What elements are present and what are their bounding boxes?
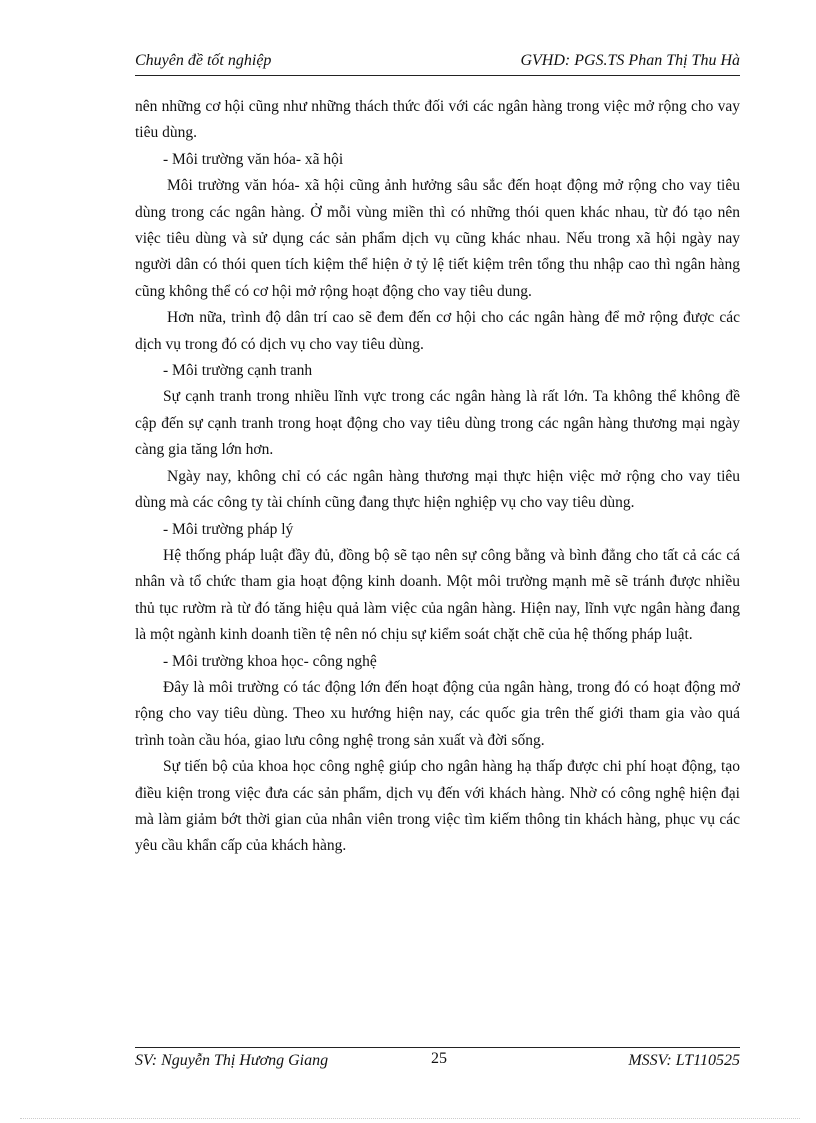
page-edge-dotted-line: [20, 1118, 800, 1119]
paragraph: Hơn nữa, trình độ dân trí cao sẽ đem đến cơ hội cho các ngân hàng để mở rộng được các dịch vụ trong đó có dịch vụ cho vay tiêu dùng.: [135, 309, 740, 353]
header-advisor: GVHD: PGS.TS Phan Thị Thu Hà: [520, 52, 740, 69]
footer-rule: [135, 1047, 740, 1048]
header-rule: [135, 75, 740, 76]
paragraph: nên những cơ hội cũng như những thách thức đối với các ngân hàng trong việc mở rộng cho vay tiêu dùng.: [135, 98, 740, 142]
paragraph: Hệ thống pháp luật đầy đủ, đồng bộ sẽ tạo nên sự công bằng và bình đẳng cho tất cả các cá nhân và tổ chức tham gia hoạt động kinh doanh. Một môi trường mạnh mẽ sẽ tránh được nhiều thủ tục rườm rà từ đó tăng hiệu quả làm việc của ngân hàng. Hiện nay, lĩnh vực ngân hàng đang là một ngành kinh doanh tiền tệ nên nó chịu sự kiểm soát chặt chẽ của hệ thống pháp luật.: [135, 546, 740, 644]
section-heading-culture: - Môi trường văn hóa- xã hội: [163, 150, 344, 168]
header-title: Chuyên đề tốt nghiệp: [135, 52, 272, 69]
section-heading-technology: - Môi trường khoa học- công nghệ: [163, 652, 377, 670]
paragraph: Sự tiến bộ của khoa học công nghệ giúp cho ngân hàng hạ thấp được chi phí hoạt động, tạo điều kiện trong việc đưa các sản phẩm, dịch vụ đến với khách hàng. Nhờ có công nghệ hiện đại mà làm giảm bớt thời gian của nhân viên trong việc tìm kiếm thông tin khách hàng, phục vụ các yêu cầu khẩn cấp của khách hàng.: [135, 758, 740, 855]
paragraph: Đây là môi trường có tác động lớn đến hoạt động của ngân hàng, trong đó có hoạt động mở rộng cho vay tiêu dùng. Theo xu hướng hiện nay, các quốc gia trên thế giới tham gia vào quá trình toàn cầu hóa, giao lưu công nghệ trong sản xuất và đời sống.: [135, 678, 740, 749]
page-number: 25: [431, 1050, 447, 1067]
paragraph: Môi trường văn hóa- xã hội cũng ảnh hưởng sâu sắc đến hoạt động mở rộng cho vay tiêu dùng trong các ngân hàng. Ở mỗi vùng miền thì có những thói quen khác nhau, từ đó tạo nên việc tiêu dùng và sử dụng các sản phẩm dịch vụ cũng khác nhau. Nếu trong xã hội ngày nay người dân có thói quen tích kiệm thể hiện ở tỷ lệ tiết kiệm trên tổng thu nhập cao thì ngân hàng cũng không thể có cơ hội mở rộng hoạt động cho vay tiêu dung.: [135, 177, 740, 300]
document-body: [135, 94, 740, 860]
paragraph: Ngày nay, không chỉ có các ngân hàng thương mại thực hiện việc mở rộng cho vay tiêu dùng mà các công ty tài chính cũng đang thực hiện nghiệp vụ cho vay tiêu dùng.: [135, 467, 740, 512]
section-heading-competition: - Môi trường cạnh tranh: [163, 362, 313, 380]
footer-student: SV: Nguyễn Thị Hương Giang: [135, 1052, 329, 1069]
section-heading-legal: - Môi trường pháp lý: [163, 520, 294, 538]
paragraph: Sự cạnh tranh trong nhiều lĩnh vực trong các ngân hàng là rất lớn. Ta không thể không đề cập đến sự cạnh tranh trong hoạt động cho vay tiêu dùng trong các ngân hàng thương mại ngày càng gia tăng lớn hơn.: [135, 388, 740, 459]
footer-student-id: MSSV: LT110525: [628, 1052, 740, 1069]
